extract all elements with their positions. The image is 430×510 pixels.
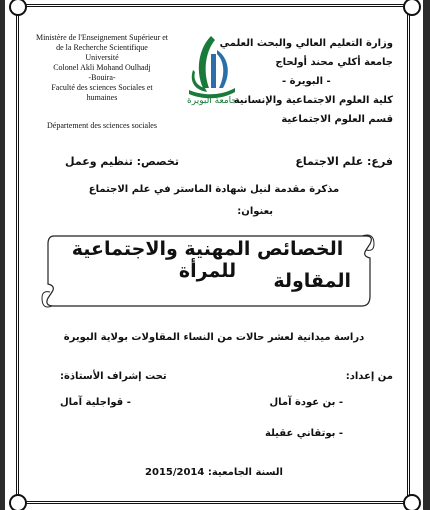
french-header-line: de la Recherche Scientifique [56, 43, 148, 52]
french-header-line: Université [85, 53, 119, 62]
arabic-header-line: - البويرة - [281, 76, 331, 87]
french-header-line: Ministère de l'Enseignement Supérieur et [35, 33, 169, 42]
supervisor-name: - قواجلية آمال [60, 397, 131, 408]
subtitle: دراسة ميدانية لعشر حالات من النساء المقاولات بولاية البويرة [63, 332, 365, 343]
student-name-1: - بن عودة آمال [269, 397, 343, 408]
title-line-1: الخصائص المهنية والاجتماعية للمرأة [71, 238, 344, 282]
supervisor-label: تحت إشراف الأستاذة: [60, 371, 167, 382]
student-name-2: - بوتقاني عقيلة [265, 428, 343, 439]
title-scroll [40, 230, 375, 312]
corner-ornament-icon [403, 494, 421, 510]
corner-ornament-icon [403, 0, 421, 16]
french-header-line: Faculté des sciences Sociales et [51, 83, 153, 92]
title-line-2: المقاولة [273, 270, 351, 292]
title-intro: بعنوان: [237, 206, 273, 217]
document-page [5, 0, 423, 510]
prepared-by-label: من إعداد: [345, 371, 393, 382]
french-header [27, 33, 177, 103]
arabic-header-line: قسم العلوم الاجتماعية [281, 114, 393, 125]
arabic-header [220, 34, 393, 129]
memo-line: مذكرة مقدمة لنيل شهادة الماستر في علم الاجتماع [88, 184, 340, 195]
arabic-header-line: كلية العلوم الاجتماعية والإنسانية [233, 95, 393, 106]
arabic-header-line: جامعة أكلي محند أولحاج [275, 57, 393, 68]
arabic-header-line: وزارة التعليم العالي والبحث العلمي [219, 38, 393, 49]
corner-ornament-icon [9, 494, 27, 510]
french-header-line: Colonel Akli Mohand Oulhadj [53, 63, 151, 72]
logo-caption: جامعة البويرة [187, 96, 237, 106]
academic-year: السنة الجامعية: 2015/2014 [145, 467, 283, 478]
branch-label: فرع: علم الاجتماع [295, 155, 393, 168]
specialty-label: تخصص: تنظيم وعمل [65, 155, 179, 168]
department-label: Département des sciences sociales [47, 121, 157, 130]
french-header-line: -Bouira- [88, 73, 116, 82]
french-header-line: humaines [86, 93, 118, 102]
